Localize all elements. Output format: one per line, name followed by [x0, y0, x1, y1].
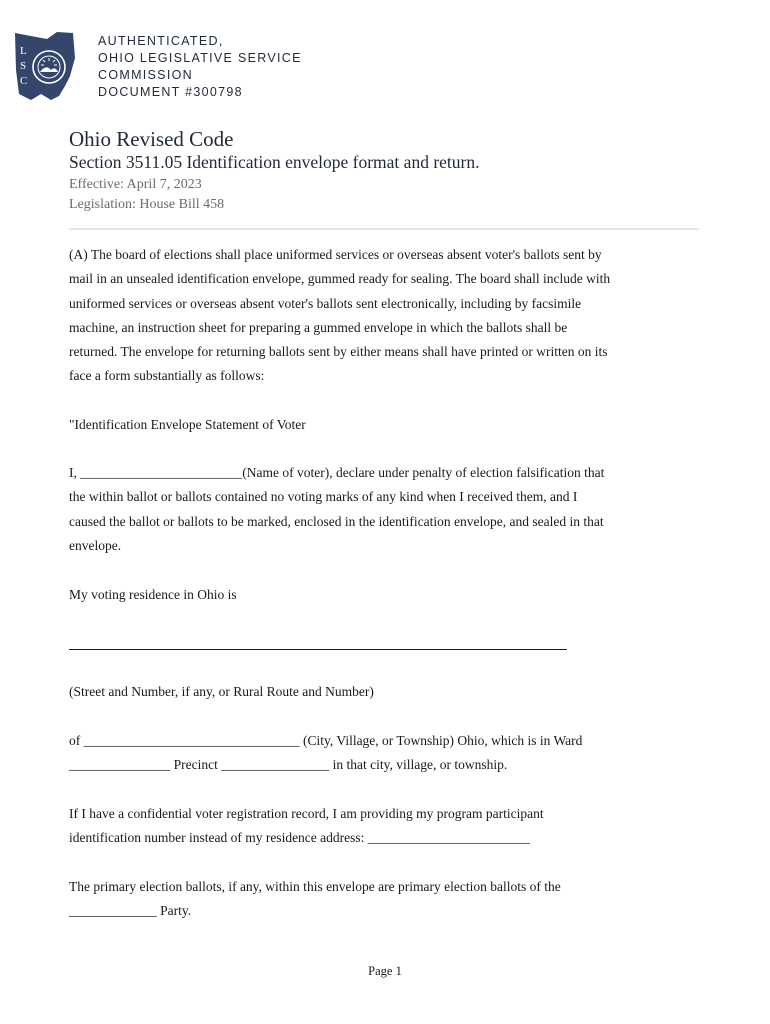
- effective-date: Effective: April 7, 2023: [69, 177, 202, 192]
- paragraph-line: _____________ Party.: [69, 903, 192, 919]
- paragraph-line: envelope.: [69, 537, 122, 553]
- paragraph-line: The primary election ballots, if any, within this envelope are primary election ballots of the: [69, 879, 561, 894]
- legislation: Legislation: House Bill 458: [69, 197, 225, 212]
- auth-line: OHIO LEGISLATIVE SERVICE: [98, 51, 302, 65]
- declaration-paragraph: [69, 461, 709, 558]
- document-title: Ohio Revised Code: [69, 127, 234, 151]
- lsc-ohio-logo: [13, 30, 85, 102]
- auth-line: DOCUMENT #300798: [98, 85, 243, 99]
- residence-label-text: My voting residence in Ohio is: [69, 587, 237, 602]
- paragraph-line: machine, an instruction sheet for preparing a gummed envelope in which the ballots shall be: [69, 319, 568, 335]
- residence-label: [69, 583, 709, 607]
- auth-line: AUTHENTICATED,: [98, 34, 224, 48]
- logo-letter-l: L: [20, 45, 27, 57]
- statement-heading: [69, 413, 709, 437]
- logo-letter-s: S: [20, 60, 27, 72]
- authentication-stamp: [98, 33, 302, 101]
- confidential-paragraph: [69, 802, 709, 851]
- residence-blank-line: [69, 649, 567, 650]
- paragraph-line: If I have a confidential voter registration record, I am providing my program participant: [69, 806, 544, 821]
- city-paragraph: [69, 729, 709, 778]
- header-divider: [69, 228, 699, 230]
- paragraph-line: uniformed services or overseas absent voter's ballots sent electronically, including by facsimile: [69, 295, 582, 311]
- paragraph-line: face a form substantially as follows:: [69, 368, 265, 384]
- street-label: [69, 680, 709, 704]
- paragraph-line: caused the ballot or ballots to be marked, enclosed in the identification envelope, and sealed in that: [69, 513, 604, 529]
- section-title: Section 3511.05 Identification envelope format and return.: [69, 152, 480, 172]
- paragraph-a: [69, 243, 709, 389]
- paragraph-line: mail in an unsealed identification envelope, gummed ready for sealing. The board shall include with: [69, 271, 611, 287]
- logo-letter-c: C: [20, 75, 28, 87]
- statement-heading-text: "Identification Envelope Statement of Voter: [69, 417, 306, 432]
- paragraph-line: (A) The board of elections shall place uniformed services or overseas absent voter's ballots sent by: [69, 247, 602, 262]
- primary-paragraph: [69, 875, 709, 924]
- paragraph-line: I, ________________________(Name of voter), declare under penalty of election falsification that: [69, 465, 605, 480]
- paragraph-line: the within ballot or ballots contained no voting marks of any kind when I received them, and I: [69, 489, 578, 505]
- paragraph-line: _______________ Precinct ________________ in that city, village, or township.: [69, 757, 508, 773]
- paragraph-line: of ________________________________ (City, Village, or Township) Ohio, which is in Ward: [69, 733, 583, 748]
- street-label-text: (Street and Number, if any, or Rural Route and Number): [69, 684, 374, 699]
- page-number: Page 1: [368, 964, 402, 978]
- auth-line: COMMISSION: [98, 68, 193, 82]
- paragraph-line: identification number instead of my residence address: ________________________: [69, 830, 530, 846]
- paragraph-line: returned. The envelope for returning ballots sent by either means shall have printed or written on its: [69, 344, 608, 360]
